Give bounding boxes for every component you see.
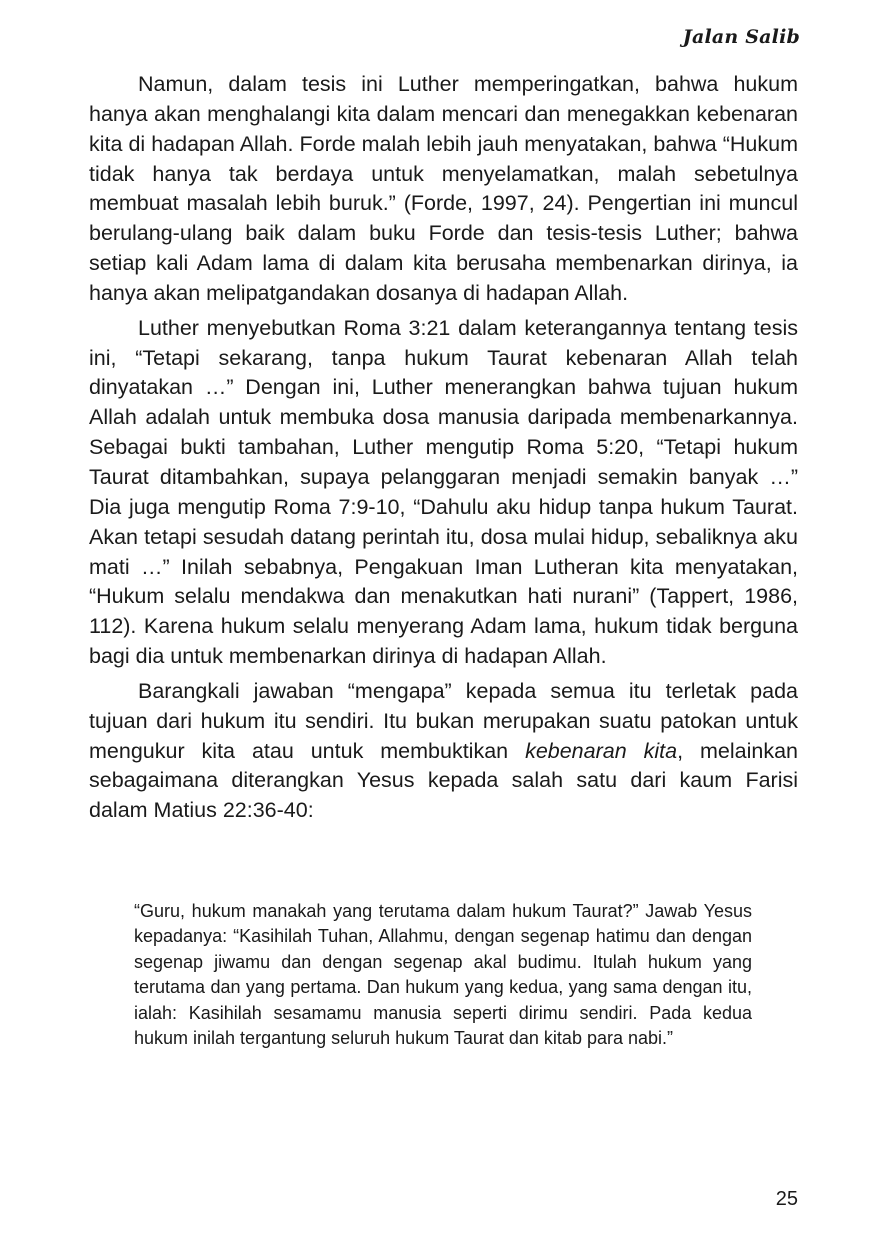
- page-number: 25: [775, 1188, 798, 1210]
- paragraph-3: [89, 677, 798, 826]
- paragraph-3-emphasis: kebenaran kita: [525, 738, 678, 763]
- paragraph-3-text-start: Barangkali jawaban “mengapa” kepada semua itu terletak pada tujuan dari hukum itu sendiri. Itu bukan merupakan suatu patokan untuk mengukur kita atau untuk membuktikan: [89, 678, 798, 763]
- paragraph-3-text-end: , melainkan sebagaimana diterangkan Yesus kepada salah satu dari kaum Farisi dalam Matius 22:36-40:: [89, 738, 798, 823]
- block-quote: “Guru, hukum manakah yang terutama dalam hukum Taurat?” Jawab Yesus kepadanya: “Kasihilah Tuhan, Allahmu, dengan segenap hatimu dan dengan segenap jiwamu dan dengan segenap akal budimu. Itulah hukum yang terutama dan yang pertama. Dan hukum yang kedua, yang sama dengan itu, ialah: Kasihilah sesamamu manusia seperti dirimu sendiri. Pada kedua hukum inilah tergantung seluruh hukum Taurat dan kitab para nabi.”: [134, 901, 752, 1049]
- running-head: Jalan Salib: [682, 26, 800, 48]
- body-text: [89, 70, 798, 831]
- paragraph-2: Luther menyebutkan Roma 3:21 dalam keterangannya tentang tesis ini, “Tetapi sekarang, tanpa hukum Taurat kebenaran Allah telah dinyatakan …” Dengan ini, Luther menerangkan bahwa tujuan hukum Allah adalah untuk membuka dosa manusia daripada membenarkannya. Sebagai bukti tambahan, Luther mengutip Roma 5:20, “Tetapi hukum Taurat ditambahkan, supaya pelanggaran menjadi semakin banyak …” Dia juga mengutip Roma 7:9-10, “Dahulu aku hidup tanpa hukum Taurat. Akan tetapi sesudah datang perintah itu, dosa mulai hidup, sebaliknya aku mati …” Inilah sebabnya, Pengakuan Iman Lutheran kita menyatakan, “Hukum selalu mendakwa dan menakutkan hati nurani” (Tappert, 1986, 112). Karena hukum selalu menyerang Adam lama, hukum tidak berguna bagi dia untuk membenarkan dirinya di hadapan Allah.: [89, 315, 798, 669]
- paragraph-1: Namun, dalam tesis ini Luther memperingatkan, bahwa hukum hanya akan menghalangi kita dalam mencari dan menegakkan kebenaran kita di hadapan Allah. Forde malah lebih jauh menyatakan, bahwa “Hukum tidak hanya tak berdaya untuk menyelamatkan, malah sebetulnya membuat masalah lebih buruk.” (Forde, 1997, 24). Pengertian ini muncul berulang-ulang baik dalam buku Forde dan tesis-tesis Luther; bahwa setiap kali Adam lama di dalam kita berusaha membenarkan dirinya, ia hanya akan melipatgandakan dosanya di hadapan Allah.: [89, 72, 798, 305]
